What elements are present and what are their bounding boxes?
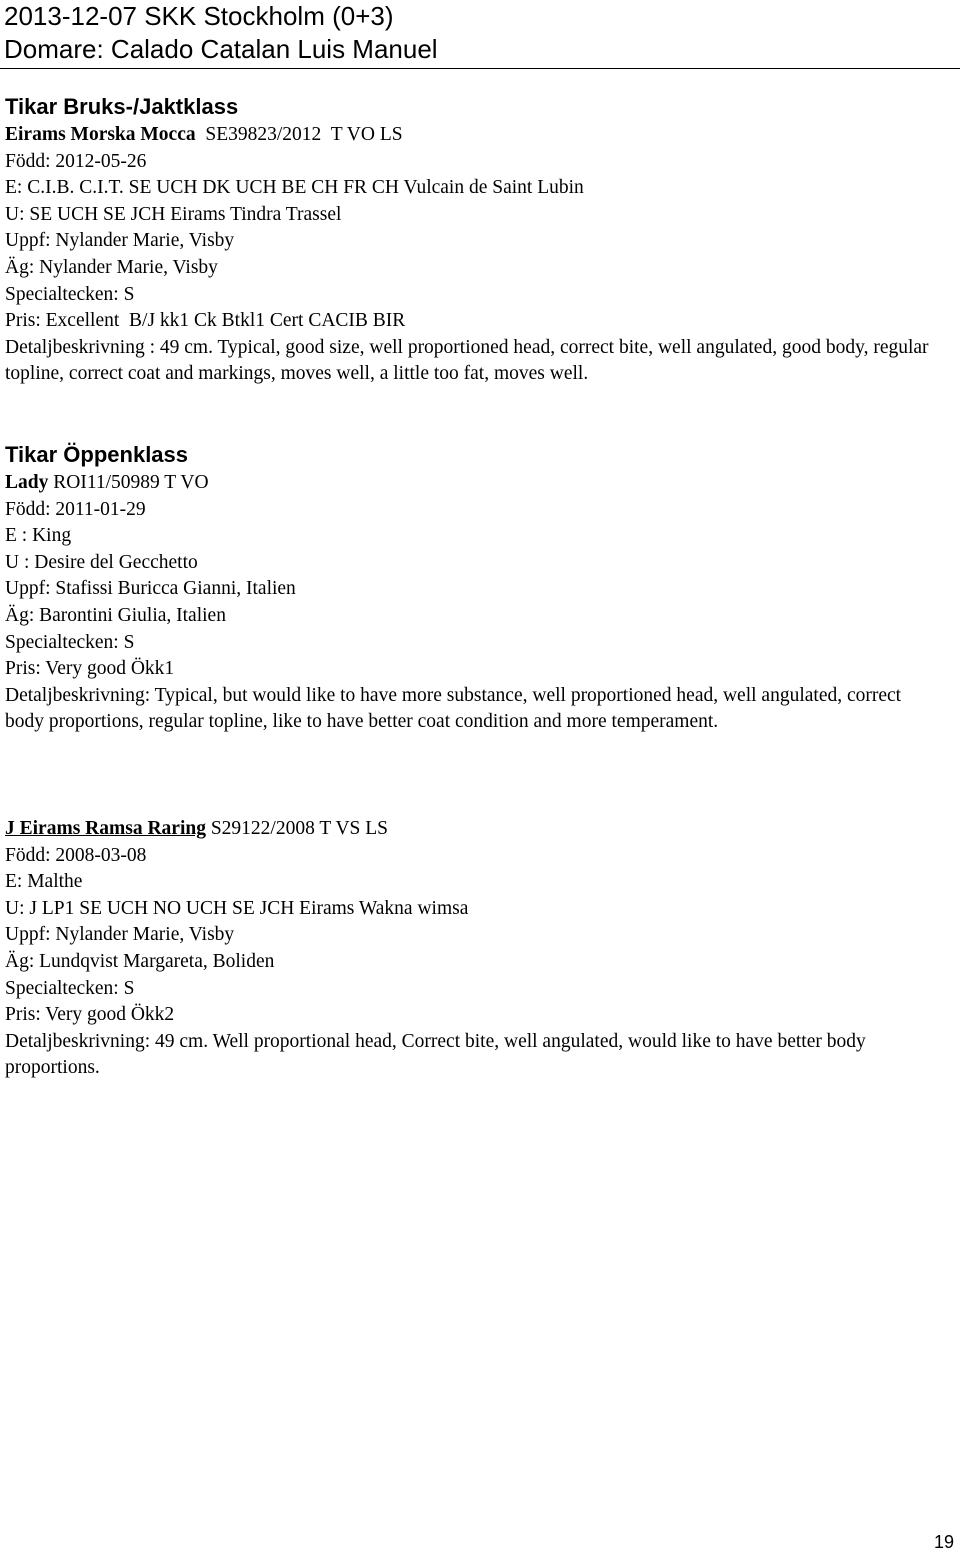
description: Detaljbeskrivning: Typical, but would like to have more substance, well proportioned head, well angulated, correct body proportions, regular topline, like to have better coat condition and more temperament. bbox=[5, 684, 902, 733]
dog-title-line bbox=[5, 122, 935, 149]
dog-title-line bbox=[5, 470, 935, 497]
special-marks: Specialtecken: S bbox=[5, 631, 135, 653]
father: E: Malthe bbox=[5, 871, 83, 893]
owner: Äg: Lundqvist Margareta, Boliden bbox=[5, 950, 275, 972]
special-marks: Specialtecken: S bbox=[5, 283, 135, 305]
father: E: C.I.B. C.I.T. SE UCH DK UCH BE CH FR CH Vulcain de Saint Lubin bbox=[5, 177, 584, 199]
birth-date: Född: 2012-05-26 bbox=[5, 150, 147, 172]
mother: U: J LP1 SE UCH NO UCH SE JCH Eirams Wakna wimsa bbox=[5, 897, 469, 919]
dog-title-line bbox=[5, 816, 935, 843]
section-heading-bruks: Tikar Bruks-/Jaktklass bbox=[5, 94, 239, 119]
breeder: Uppf: Nylander Marie, Visby bbox=[5, 230, 235, 252]
dog-registration: S29122/2008 T VS LS bbox=[205, 818, 389, 839]
special-marks: Specialtecken: S bbox=[5, 977, 135, 999]
mother: U: SE UCH SE JCH Eirams Tindra Trassel bbox=[5, 203, 342, 225]
dog-registration: SE39823/2012 T VO LS bbox=[195, 124, 403, 145]
dog-entry bbox=[5, 470, 935, 736]
dog-name: Eirams Morska Mocca bbox=[5, 124, 196, 145]
page-header bbox=[0, 0, 960, 69]
section-heading-oppen: Tikar Öppenklass bbox=[5, 442, 189, 467]
owner: Äg: Barontini Giulia, Italien bbox=[5, 604, 226, 626]
show-title: 2013-12-07 SKK Stockholm (0+3) bbox=[4, 1, 394, 31]
father: E : King bbox=[5, 525, 72, 547]
award: Pris: Excellent B/J kk1 Ck Btkl1 Cert CACIB BIR bbox=[5, 310, 406, 332]
breeder: Uppf: Stafissi Buricca Gianni, Italien bbox=[5, 578, 296, 600]
dog-registration: ROI11/50989 T VO bbox=[48, 472, 209, 493]
birth-date: Född: 2011-01-29 bbox=[5, 498, 146, 520]
dog-entry bbox=[5, 816, 935, 1082]
birth-date: Född: 2008-03-08 bbox=[5, 844, 147, 866]
owner: Äg: Nylander Marie, Visby bbox=[5, 256, 218, 278]
description: Detaljbeskrivning : 49 cm. Typical, good size, well proportioned head, correct bite, well angulated, good body, regular topline, correct coat and markings, moves well, a little too fat, moves well. bbox=[5, 336, 929, 385]
dog-name: Lady bbox=[5, 472, 49, 493]
judge-line: Domare: Calado Catalan Luis Manuel bbox=[4, 34, 438, 64]
award: Pris: Very good Ökk1 bbox=[5, 658, 175, 680]
dog-entry bbox=[5, 122, 935, 388]
description: Detaljbeskrivning: 49 cm. Well proportional head, Correct bite, well angulated, would like to have better body proportions. bbox=[5, 1030, 866, 1079]
award: Pris: Very good Ökk2 bbox=[5, 1004, 175, 1026]
mother: U : Desire del Gecchetto bbox=[5, 551, 198, 573]
dog-name: J Eirams Ramsa Raring bbox=[5, 818, 206, 839]
page-number: 19 bbox=[933, 1532, 954, 1552]
breeder: Uppf: Nylander Marie, Visby bbox=[5, 924, 235, 946]
